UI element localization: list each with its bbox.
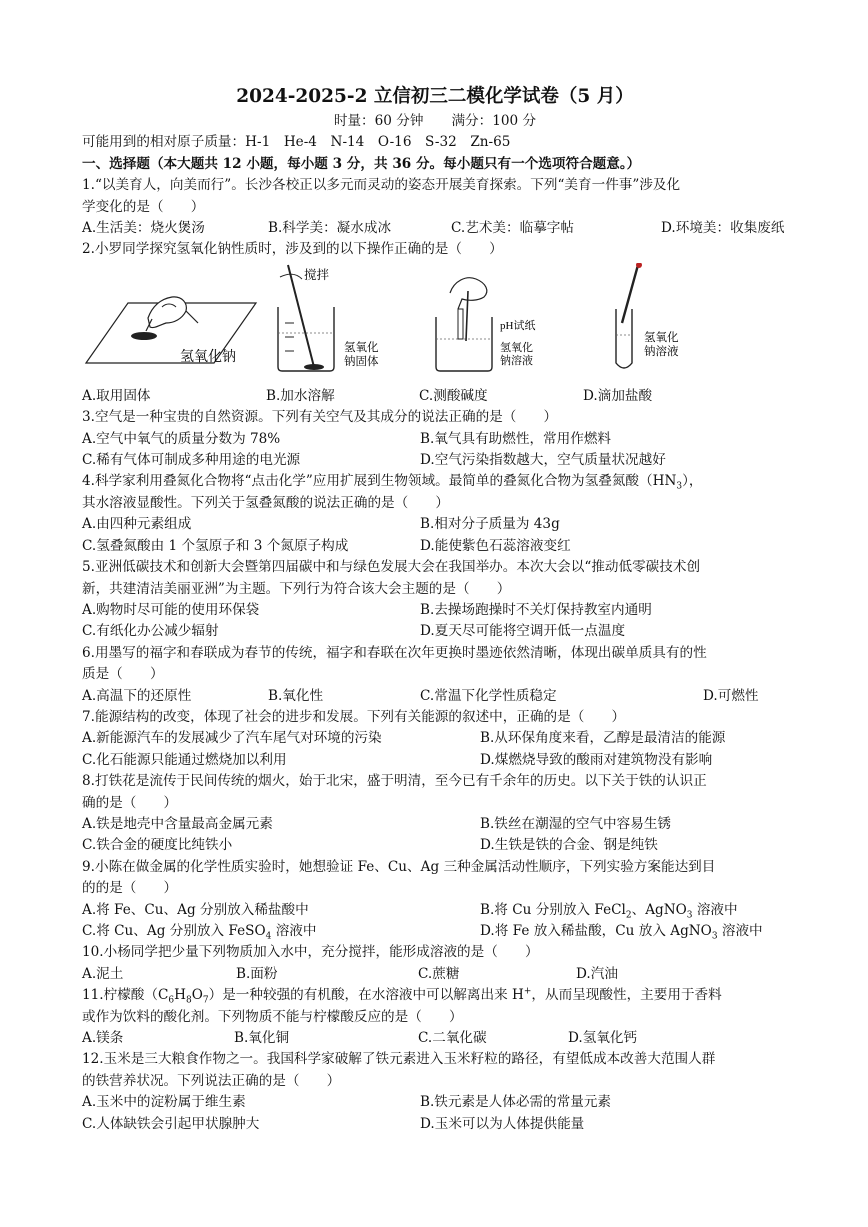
- option-d[interactable]: D.煤燃烧导致的酸雨对建筑物没有影响: [480, 751, 713, 768]
- fig-d-label-2: 钠溶液: [644, 345, 679, 358]
- option-d[interactable]: D.汽油: [576, 965, 618, 982]
- option-c[interactable]: C.氢叠氮酸由 1 个氢原子和 3 个氮原子构成: [82, 537, 349, 554]
- question-1: [82, 175, 788, 239]
- option-d[interactable]: D.生铁是铁的合金、钢是纯铁: [480, 837, 658, 854]
- options: [82, 450, 788, 471]
- stem-text: 4.科学家利用叠氮化合物将“点击化学”应用扩展到生物领域。最简单的叠氮化合物为氢叠氮酸（HN: [82, 473, 677, 490]
- fig-b-stir-label: 搅拌: [304, 267, 330, 282]
- option-c[interactable]: C.蔗糖: [418, 965, 460, 982]
- option-d[interactable]: D.环境美：收集废纸: [661, 220, 785, 237]
- stem-text: ，从而呈现酸性，主要用于香料: [531, 987, 722, 1004]
- option-b[interactable]: B.氧气具有助燃性，常用作燃料: [420, 430, 612, 447]
- atomic-masses: 可能用到的相对原子质量：H-1 He-4 N-14 O-16 S-32 Zn-65: [82, 134, 511, 151]
- options: [82, 921, 788, 942]
- options: [82, 514, 788, 535]
- options: [82, 686, 788, 707]
- options: [82, 835, 788, 856]
- option-text: 溶液中: [717, 923, 763, 939]
- question-stem: 学变化的是（ ）: [82, 198, 205, 215]
- option-c[interactable]: C.艺术美：临摹字帖: [451, 220, 574, 237]
- question-stem: 的铁营养状况。下列说法正确的是（ ）: [82, 1072, 341, 1089]
- options: [82, 1114, 788, 1135]
- option-b[interactable]: [480, 900, 738, 921]
- option-a[interactable]: A.空气中氧气的质量分数为 78%: [82, 430, 281, 447]
- option-a[interactable]: A.高温下的还原性: [82, 687, 192, 704]
- option-a[interactable]: A.将 Fe、Cu、Ag 分别放入稀盐酸中: [82, 901, 309, 918]
- option-text: 溶液中: [692, 901, 738, 918]
- superscript: +: [523, 986, 532, 997]
- options: [82, 1028, 788, 1049]
- option-text: B.将 Cu 分别放入 FeCl: [480, 901, 626, 918]
- fig-c-ph-label: pH试纸: [500, 319, 536, 332]
- options: [82, 750, 788, 771]
- question-stem: 10.小杨同学把少量下列物质加入水中，充分搅拌，能形成溶液的是（ ）: [82, 944, 539, 961]
- subscript: 4: [265, 931, 272, 942]
- options: [82, 218, 788, 239]
- option-b[interactable]: B.氧化性: [268, 687, 324, 704]
- figure-take-solid: [86, 297, 256, 365]
- option-c[interactable]: C.二氧化碳: [418, 1030, 487, 1047]
- option-b[interactable]: B.加水溶解: [266, 387, 335, 404]
- options: [82, 728, 788, 749]
- question-stem: 其水溶液显酸性。下列关于氢叠氮酸的说法正确的是（ ）: [82, 494, 450, 511]
- question-stem: 12.玉米是三大粮食作物之一。我国科学家破解了铁元素进入玉米籽粒的路径，有望低成本改善大范围人群: [82, 1051, 716, 1068]
- stem-text: H: [174, 987, 186, 1004]
- fig-d-label-1: 氢氧化: [644, 331, 679, 344]
- option-b[interactable]: B.面粉: [236, 965, 278, 982]
- option-c[interactable]: [82, 921, 480, 942]
- question-stem: [82, 471, 788, 492]
- question-8: [82, 771, 788, 857]
- option-d[interactable]: D.夏天尽可能将空调开低一点温度: [420, 623, 626, 640]
- option-c[interactable]: C.有纸化办公减少辐射: [82, 623, 219, 640]
- question-12: [82, 1049, 788, 1135]
- option-text: C.将 Cu、Ag 分别放入 FeSO: [82, 923, 266, 939]
- question-3: [82, 407, 788, 471]
- question-stem: 7.能源结构的改变，体现了社会的进步和发展。下列有关能源的叙述中，正确的是（ ）: [82, 708, 626, 725]
- option-a[interactable]: A.购物时尽可能的使用环保袋: [82, 601, 260, 618]
- exam-title: 2024-2025-2 立信初三二模化学试卷（5 月）: [236, 86, 634, 107]
- option-b[interactable]: B.铁元素是人体必需的常量元素: [420, 1094, 612, 1111]
- option-b[interactable]: B.铁丝在潮湿的空气中容易生锈: [480, 815, 672, 832]
- options: [82, 386, 788, 407]
- option-c[interactable]: C.铁合金的硬度比纯铁小: [82, 837, 233, 854]
- fig-b-label-2: 钠固体: [344, 355, 379, 368]
- question-11: [82, 985, 788, 1049]
- question-stem: 2.小罗同学探究氢氧化钠性质时，涉及到的以下操作正确的是（ ）: [82, 241, 503, 258]
- subscript: 3: [676, 482, 683, 493]
- question-stem: 的的是（ ）: [82, 880, 178, 897]
- option-d[interactable]: D.玉米可以为人体提供能量: [420, 1115, 585, 1132]
- stem-text: ），: [682, 473, 703, 490]
- subscript: 8: [186, 995, 192, 1006]
- subscript: 6: [168, 995, 175, 1006]
- fig-c-label-2: 钠溶液: [500, 354, 533, 367]
- option-d[interactable]: D.氢氧化钙: [568, 1030, 638, 1047]
- question-stem: 确的是（ ）: [82, 794, 178, 811]
- question-10: [82, 942, 788, 985]
- question-2: [82, 239, 788, 407]
- option-a[interactable]: A.新能源汽车的发展减少了汽车尾气对环境的污染: [82, 730, 382, 747]
- options: [82, 964, 788, 985]
- option-d[interactable]: D.空气污染指数越大，空气质量状况越好: [420, 452, 666, 469]
- question-6: [82, 643, 788, 707]
- stem-text: ）是一种较强的有机酸，在水溶液中可以解离出来 H: [208, 987, 524, 1004]
- question-stem: 新，共建清洁美丽亚洲”为主题。下列行为符合该大会主题的是（ ）: [82, 580, 511, 597]
- figure-ph-test: [436, 278, 535, 371]
- option-a[interactable]: A.取用固体: [82, 387, 151, 404]
- option-c[interactable]: C.化石能源只能通过燃烧加以利用: [82, 751, 287, 768]
- stem-text: 11.柠檬酸（C: [82, 987, 169, 1004]
- subscript: 3: [686, 910, 693, 921]
- option-a[interactable]: A.生活美：烧火煲汤: [82, 220, 205, 237]
- options: [82, 600, 788, 621]
- question-stem: [82, 985, 788, 1006]
- options: [82, 814, 788, 835]
- fig-b-label-1: 氢氧化: [344, 341, 379, 354]
- option-c[interactable]: C.测酸碱度: [419, 387, 488, 404]
- subscript: 2: [625, 910, 632, 921]
- exam-page: [82, 84, 788, 1135]
- option-b[interactable]: B.去操场跑操时不关灯保持教室内通明: [420, 601, 652, 618]
- options: [82, 621, 788, 642]
- option-text: 、AgNO: [631, 901, 687, 918]
- option-text: D.将 Fe 放入稀盐酸，Cu 放入 AgNO: [480, 923, 712, 939]
- option-a[interactable]: A.铁是地壳中含量最高金属元素: [82, 815, 273, 832]
- question-7: [82, 707, 788, 771]
- stem-text: O: [191, 987, 203, 1004]
- option-d[interactable]: D.能使紫色石蕊溶液变红: [420, 537, 571, 554]
- question-9: [82, 857, 788, 943]
- question-stem: 或作为饮料的酸化剂。下列物质不能与柠檬酸反应的是（ ）: [82, 1008, 463, 1025]
- figure-dissolve: [278, 265, 379, 371]
- option-d[interactable]: [480, 921, 763, 942]
- option-a[interactable]: A.镁条: [82, 1030, 124, 1047]
- option-c[interactable]: C.稀有气体可制成多种用途的电光源: [82, 452, 301, 469]
- lab-figures-svg: [82, 263, 788, 386]
- question-4: [82, 471, 788, 557]
- option-text: 溶液中: [271, 923, 317, 939]
- option-d[interactable]: D.滴加盐酸: [583, 387, 653, 404]
- question-stem: 1.“以美育人，向美而行”。长沙各校正以多元而灵动的姿态开展美育探索。下列“美育一件事”涉及化: [82, 177, 681, 194]
- option-c[interactable]: C.常温下化学性质稳定: [420, 687, 557, 704]
- option-b[interactable]: B.科学美：凝水成冰: [268, 220, 392, 237]
- option-a[interactable]: A.泥土: [82, 965, 124, 982]
- option-d[interactable]: D.可燃性: [703, 687, 759, 704]
- option-c[interactable]: C.人体缺铁会引起甲状腺肿大: [82, 1115, 260, 1132]
- options: [82, 536, 788, 557]
- option-a[interactable]: A.玉米中的淀粉属于维生素: [82, 1094, 246, 1111]
- options: [82, 429, 788, 450]
- question-stem: 8.打铁花是流传于民间传统的烟火，始于北宋，盛于明清，至今已有千余年的历史。以下关于铁的认识正: [82, 773, 707, 790]
- option-a[interactable]: A.由四种元素组成: [82, 516, 192, 533]
- question-stem: 5.亚洲低碳技术和创新大会暨第四届碳中和与绿色发展大会在我国举办。本次大会以“推动低零碳技术创: [82, 559, 701, 576]
- question-stem: 6.用墨写的福字和春联成为春节的传统，福字和春联在次年更换时墨迹依然清晰，体现出碳单质具有的性: [82, 644, 707, 661]
- subscript: 7: [202, 995, 209, 1006]
- options: [82, 900, 788, 921]
- options: [82, 1092, 788, 1113]
- subscript: 3: [711, 931, 718, 942]
- full-score: 满分：100 分: [451, 113, 537, 129]
- question-stem: 3.空气是一种宝贵的自然资源。下列有关空气及其成分的说法正确的是（ ）: [82, 409, 558, 426]
- figure-add-acid: [616, 263, 679, 368]
- fig-a-label: 氢氧化钠: [180, 349, 236, 365]
- option-b[interactable]: B.相对分子质量为 43g: [420, 516, 560, 533]
- section-heading: 一、选择题（本大题共 12 小题，每小题 3 分，共 36 分。每小题只有一个选项符合题意。）: [82, 155, 641, 172]
- time-limit: 时量：60 分钟: [333, 113, 424, 129]
- question-5: [82, 557, 788, 643]
- lab-operation-figures: [82, 263, 788, 386]
- fig-c-label-1: 氢氧化: [500, 341, 533, 354]
- exam-meta: [82, 111, 788, 132]
- option-b[interactable]: B.从环保角度来看，乙醇是最清洁的能源: [480, 730, 726, 747]
- question-stem: 9.小陈在做金属的化学性质实验时，她想验证 Fe、Cu、Ag 三种金属活动性顺序，下列实验方案能达到目: [82, 858, 716, 875]
- question-stem: 质是（ ）: [82, 666, 164, 683]
- option-b[interactable]: B.氧化铜: [234, 1030, 290, 1047]
